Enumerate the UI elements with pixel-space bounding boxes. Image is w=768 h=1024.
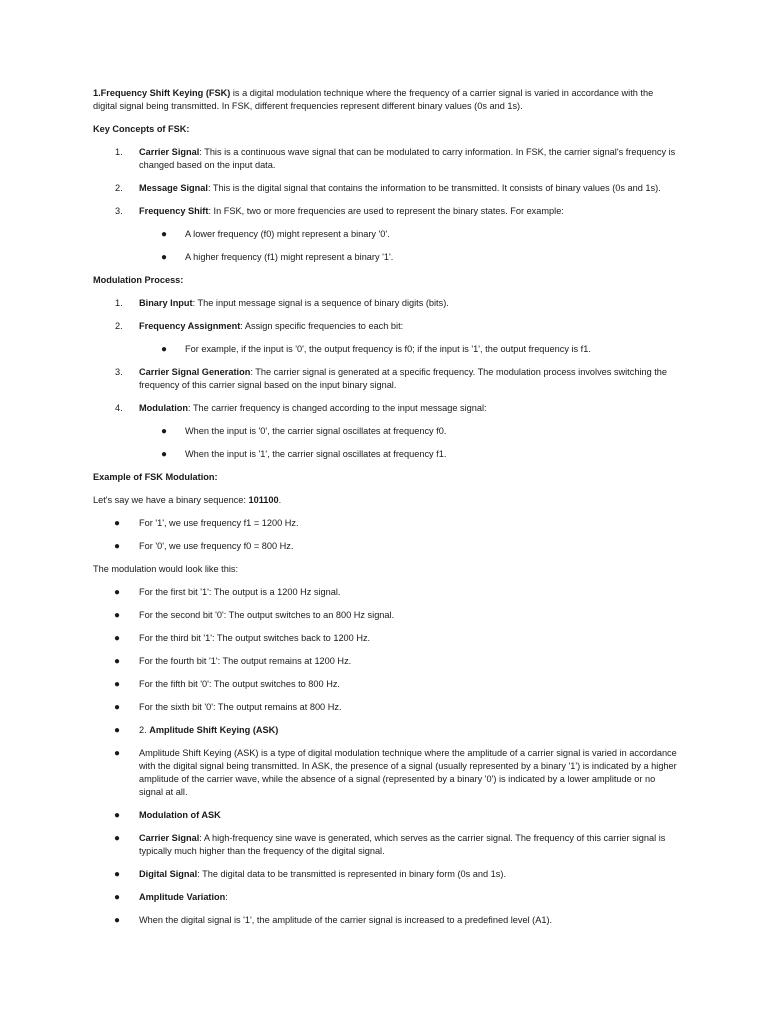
item-term: Amplitude Variation (139, 892, 226, 902)
bullet-icon: ● (114, 869, 121, 880)
bullet-icon: ● (114, 915, 121, 926)
list-item: ● For the third bit '1': The output switches back to 1200 Hz. (114, 633, 371, 644)
item-text: : In FSK, two or more frequencies are used to represent the binary states. For example: (208, 206, 564, 216)
modulation-look: The modulation would look like this: (93, 564, 239, 574)
example-lead: Let's say we have a binary sequence: 101100. (93, 495, 282, 505)
bullet-icon: ● (161, 344, 168, 355)
list-item: ● For the second bit '0': The output switches to an 800 Hz signal. (114, 610, 395, 621)
item-term: Frequency Shift (139, 206, 209, 216)
bullet-icon: ● (114, 679, 121, 690)
item-term: Modulation (139, 403, 188, 413)
process-item (93, 366, 678, 392)
bullet-icon: ● (114, 610, 121, 621)
key-concept-item (93, 205, 678, 218)
item-term: Carrier Signal (139, 147, 200, 157)
bullet-icon: ● (161, 252, 168, 263)
item-term: Carrier Signal (139, 833, 200, 843)
item-number: 3. (115, 367, 123, 377)
item-text: : Assign specific frequencies to each bit: (240, 321, 404, 331)
key-concepts-heading: Key Concepts of FSK: (93, 124, 190, 134)
item-number: 4. (115, 403, 123, 413)
sub-list-item: ● A higher frequency (f1) might represent a binary '1'. (161, 252, 394, 263)
item-term: Carrier Signal Generation (139, 367, 251, 377)
modulation-process-heading: Modulation Process: (93, 275, 184, 285)
bullet-icon: ● (161, 449, 168, 460)
binary-sequence: 101100 (248, 495, 279, 505)
item-term: Frequency Assignment (139, 321, 241, 331)
intro-title: 1.Frequency Shift Keying (FSK) (93, 88, 231, 98)
item-number: 1. (115, 147, 123, 157)
item-number: 2. (115, 183, 123, 193)
sub-list-item: ● When the input is '1', the carrier signal oscillates at frequency f1. (161, 449, 447, 460)
ask-heading: ● 2. Amplitude Shift Keying (ASK) (114, 725, 279, 736)
ask-description: ● Amplitude Shift Keying (ASK) is a type of digital modulation technique where the amplitude of a carrier signal is varied in accordance with the digital signal being transmitted. In ASK, the presence of a signal (usually represented by a binary '1') is indicated by a higher amplitude of the carrier wave, while the absence of a signal (represented by a binary '0') is indicated by a lower amplitude or no signal at all. (114, 748, 677, 797)
item-text: : The input message signal is a sequence of binary digits (bits). (192, 298, 449, 308)
list-item: ● For the fourth bit '1': The output remains at 1200 Hz. (114, 656, 352, 667)
list-item: ● When the digital signal is '1', the amplitude of the carrier signal is increased to a predefined level (A1). (114, 915, 553, 926)
bullet-icon: ● (114, 725, 121, 736)
item-number: 1. (115, 298, 123, 308)
process-item (93, 402, 678, 415)
item-term: Message Signal (139, 183, 208, 193)
intro-text: is a digital modulation technique where the frequency of a carrier signal is varied in accordance with the digital signal being transmitted. In FSK, different frequencies represent different binary values (0s and 1s). (93, 88, 654, 111)
process-item (93, 320, 678, 333)
intro-paragraph (93, 87, 678, 113)
ask-modulation-heading: ● Modulation of ASK (114, 810, 221, 821)
bullet-icon: ● (161, 426, 168, 437)
list-item: ● For '0', we use frequency f0 = 800 Hz. (114, 541, 294, 552)
sub-list-item: ● A lower frequency (f0) might represent a binary '0'. (161, 229, 390, 240)
list-item: ● For the fifth bit '0': The output switches to 800 Hz. (114, 679, 340, 690)
key-concept-item (93, 146, 678, 172)
key-concept-item (93, 182, 678, 195)
list-item: ● Amplitude Variation: (114, 892, 228, 903)
bullet-icon: ● (114, 833, 121, 844)
bullet-icon: ● (114, 518, 121, 529)
example-heading: Example of FSK Modulation: (93, 472, 218, 482)
document-body (93, 87, 678, 937)
item-term: Binary Input (139, 298, 193, 308)
bullet-icon: ● (114, 702, 121, 713)
list-item: ● For the sixth bit '0': The output remains at 800 Hz. (114, 702, 342, 713)
list-item: ● Carrier Signal: A high-frequency sine wave is generated, which serves as the carrier signal. The frequency of this carrier signal is typically much higher than the frequency of the digital signal. (114, 833, 666, 856)
item-number: 3. (115, 206, 123, 216)
bullet-icon: ● (114, 587, 121, 598)
item-number: 2. (115, 321, 123, 331)
item-term: Digital Signal (139, 869, 198, 879)
list-item: ● For '1', we use frequency f1 = 1200 Hz. (114, 518, 299, 529)
list-item: ● For the first bit '1': The output is a 1200 Hz signal. (114, 587, 341, 598)
bullet-icon: ● (114, 810, 121, 821)
sub-list-item: ● When the input is '0', the carrier signal oscillates at frequency f0. (161, 426, 447, 437)
item-text: : The carrier signal is generated at a specific frequency. The modulation process involves switching the frequency of this carrier signal based on the input binary signal. (139, 367, 668, 390)
item-text: : This is the digital signal that contains the information to be transmitted. It consists of binary values (0s and 1s). (207, 183, 661, 193)
bullet-icon: ● (161, 229, 168, 240)
bullet-icon: ● (114, 541, 121, 552)
list-item: ● Digital Signal: The digital data to be transmitted is represented in binary form (0s and 1s). (114, 869, 506, 880)
process-item (93, 297, 678, 310)
sub-list-item: ● For example, if the input is '0', the output frequency is f0; if the input is '1', the output frequency is f1. (161, 344, 591, 355)
item-text: : The carrier frequency is changed according to the input message signal: (188, 403, 487, 413)
bullet-icon: ● (114, 892, 121, 903)
item-text: : This is a continuous wave signal that can be modulated to carry information. In FSK, the carrier signal's frequency is changed based on the input data. (139, 147, 676, 170)
bullet-icon: ● (114, 656, 121, 667)
bullet-icon: ● (114, 748, 121, 759)
bullet-icon: ● (114, 633, 121, 644)
